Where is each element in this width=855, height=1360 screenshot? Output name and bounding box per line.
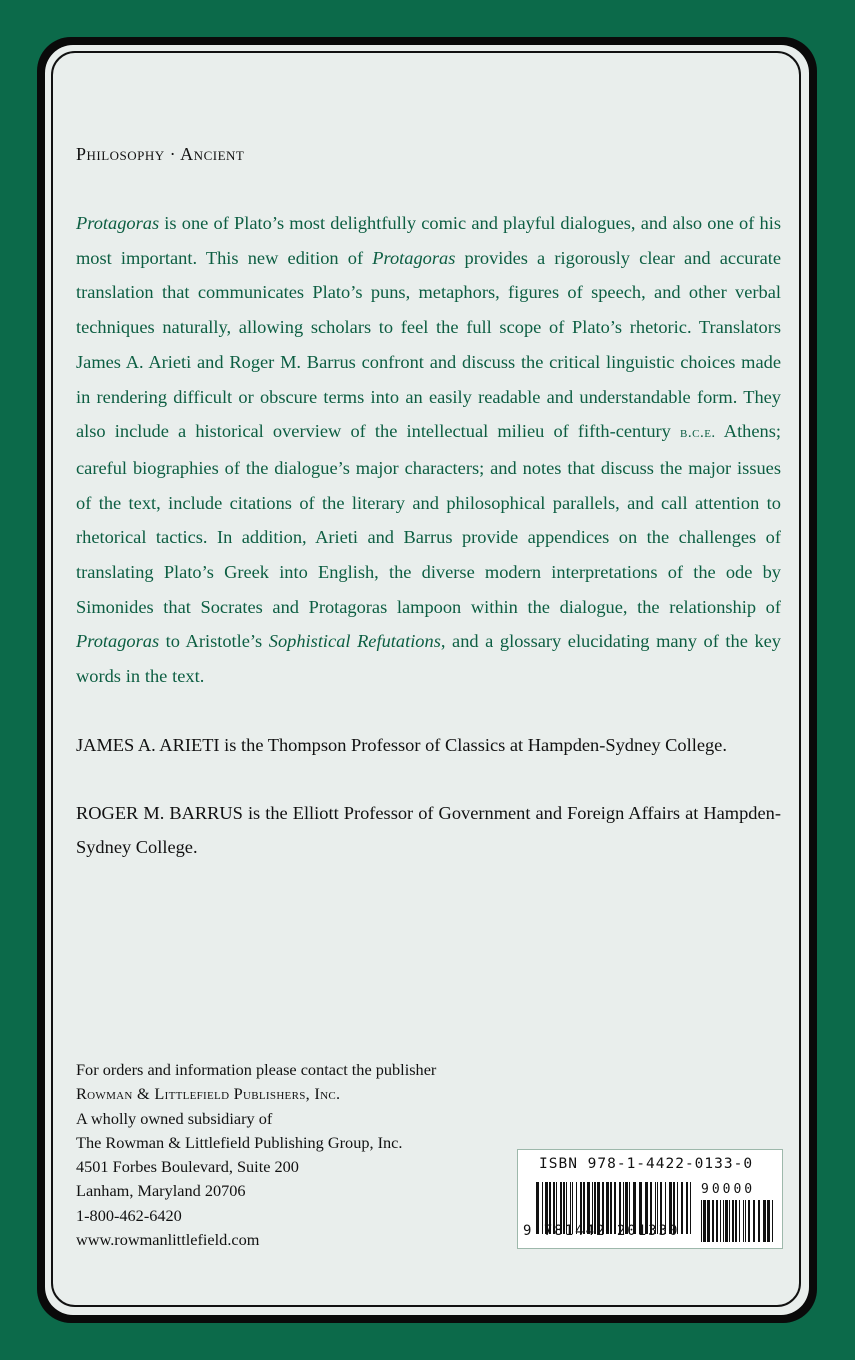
isbn-label: ISBN 978-1-4422-0133-0 (539, 1156, 754, 1172)
title-ref: Protagoras (76, 213, 160, 233)
category-label: Philosophy · Ancient (76, 144, 245, 164)
author-bio-arieti: JAMES A. ARIETI is the Thompson Professor of Classics at Hampden-Sydney College. (76, 735, 727, 755)
barcode-bar (707, 1200, 710, 1242)
barcode-bar (725, 1200, 728, 1242)
publisher-info (76, 1058, 516, 1252)
barcode-bar (716, 1200, 718, 1242)
barcode-bar (735, 1200, 737, 1242)
barcode-bar (753, 1200, 755, 1242)
barcode-bar (763, 1200, 766, 1242)
barcode-bar (701, 1200, 702, 1242)
barcode-bar (739, 1200, 740, 1242)
ean-digits: 9 781442 201330 (523, 1223, 680, 1239)
barcode-bar (723, 1200, 724, 1242)
barcode-bar (720, 1200, 721, 1242)
price-addon-label: 90000 (701, 1182, 756, 1197)
publisher-name: Rowman & Littlefield Publishers, Inc. (76, 1084, 341, 1104)
barcode-bar (732, 1200, 734, 1242)
barcode-bar (767, 1200, 770, 1242)
title-ref: Sophistical Refutations (268, 631, 441, 652)
description-text: provides a rigorously clear and accurate translation that communicates Plato’s puns, metaphors, figures of speech, and other verbal techniques naturally, allowing scholars to feel the full scope of Plato’s rhetoric. Translators James A. Arieti and Roger M. Barrus confront and discuss the critical linguistic choices made in rendering difficult or obscure terms into an easily readable and understandable form. They also include a historical overview of the intellectual milieu of fifth-century (76, 247, 782, 442)
barcode-bar (681, 1182, 683, 1234)
barcode-bar (772, 1200, 773, 1242)
website-url: www.rowmanlittlefield.com (76, 1230, 260, 1250)
barcode-bar (712, 1200, 714, 1242)
description-text: , and a glossary elucidating many of the key words in the text. (76, 631, 781, 687)
description-text: to Aristotle’s (159, 631, 269, 652)
description-text: Athens; careful biographies of the dialogue’s major characters; and notes that discuss the major issues of the text, include citations of the literary and philosophical parallels, and call attention to rhetorical tactics. In addition, Arieti and Barrus provide appendices on the challenges of translating Plato’s Greek into English, the diverse modern interpretations of the ode by Simonides that Socrates and Protagoras lampoon within the dialogue, the relationship of (76, 421, 782, 617)
address-line-2: Lanham, Maryland 20706 (76, 1181, 246, 1201)
barcode-bar (690, 1182, 691, 1234)
barcode-bar (686, 1182, 688, 1234)
subsidiary-line: A wholly owned subsidiary of (76, 1108, 273, 1128)
title-ref: Protagoras (76, 631, 160, 652)
title-ref: Protagoras (372, 247, 456, 268)
barcode-bar (758, 1200, 760, 1242)
address-line-1: 4501 Forbes Boulevard, Suite 200 (76, 1157, 299, 1177)
barcode-bar (703, 1200, 706, 1242)
barcode-bar (748, 1200, 750, 1242)
barcode-bar (729, 1200, 730, 1242)
description-text: is one of Plato’s most delightfully comic and playful dialogues, and also one of his most important. This new edition of (76, 213, 781, 268)
barcode-bar (743, 1200, 744, 1242)
barcode-bar (745, 1200, 746, 1242)
author-bio-barrus: ROGER M. BARRUS is the Elliott Professor of Government and Foreign Affairs at Hampden-Sydney College. (76, 803, 781, 857)
contact-line: For orders and information please contact the publisher (76, 1060, 437, 1079)
isbn-barcode (517, 1149, 783, 1249)
book-description (76, 206, 781, 694)
era-abbrev: b.c.e. (680, 425, 716, 442)
publishing-group: The Rowman & Littlefield Publishing Group, Inc. (76, 1132, 403, 1152)
phone-number: 1-800-462-6420 (76, 1205, 182, 1225)
